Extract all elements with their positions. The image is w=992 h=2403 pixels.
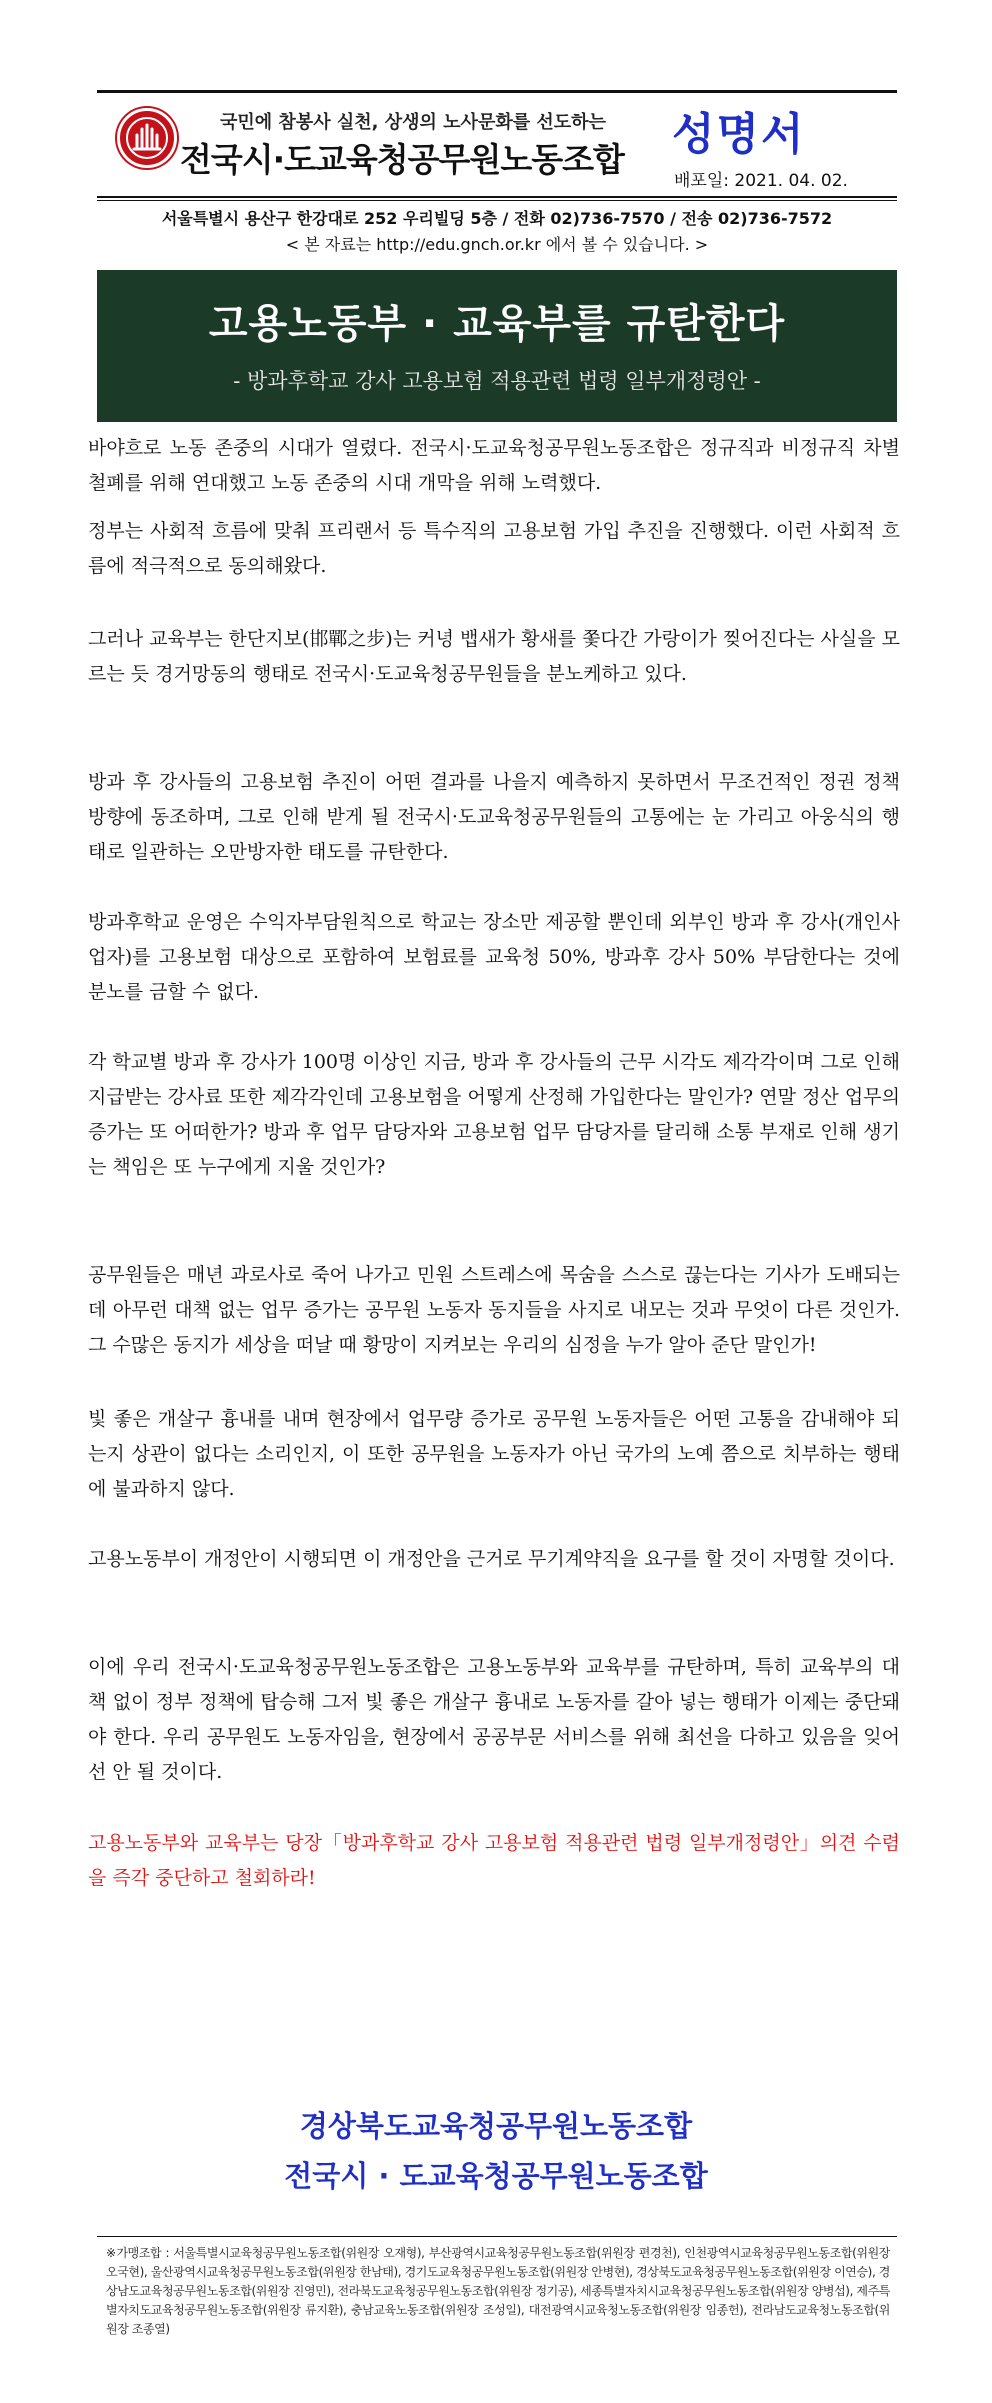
website-note: < 본 자료는 http://edu.gnch.or.kr 에서 볼 수 있습니다. > (285, 235, 709, 254)
body-paragraph-9: 고용노동부이 개정안이 시행되면 이 개정안을 근거로 무기계약직을 요구를 할 것이 자명할 것이다. (88, 1548, 895, 1570)
body-paragraph-1: 바야흐로 노동 존중의 시대가 열렸다. 전국시·도교육청공무원노동조합은 정규직과 비정규직 차별 철폐를 위해 연대했고 노동 존중의 시대 개막을 위해 노력했다. (88, 437, 900, 494)
union-emblem-icon (117, 108, 177, 168)
distribution-date: 배포일: 2021. 04. 02. (674, 171, 848, 191)
footer-divider (97, 2236, 897, 2237)
body-paragraph-3: 그러나 교육부는 한단지보(邯鄲之步)는 커녕 뱁새가 황새를 쫓다간 가랑이가 찢어진다는 사실을 모르는 듯 경거망동의 행태로 전국시·도교육청공무원들을 분노케하고 있다. (88, 628, 900, 685)
document-type: 성명서 (672, 109, 806, 160)
statement-title: 고용노동부 · 교육부를 규탄한다 (208, 301, 786, 347)
body-paragraph-2: 정부는 사회적 흐름에 맞춰 프리랜서 등 특수직의 고용보험 가입 추진을 진행했다. 이런 사회적 흐름에 적극적으로 동의해왔다. (88, 520, 900, 577)
header-top-rule (97, 90, 897, 93)
union-name: 전국시·도교육청공무원노동조합 (180, 140, 624, 179)
body-paragraph-6: 각 학교별 방과 후 강사가 100명 이상인 지금, 방과 후 강사들의 근무 시각도 제각각이며 그로 인해 지급받는 강사료 또한 제각각인데 고용보험을 어떻게 산정해 가입한다는 말인가? 연말 정산 업무의 증가는 또 어떠한가? 방과 후 업무 담당자와 고용보험 업무 담당자를 달리해 소통 부재로 인해 생기는 책임은 또 누구에게 지울 것인가? (88, 1051, 900, 1178)
contact-address: 서울특별시 용산구 한강대로 252 우리빌딩 5층 / 전화 02)736-7570 / 전송 02)736-7572 (161, 209, 833, 228)
header-divider (97, 196, 897, 198)
header-slogan: 국민에 참봉사 실천, 상생의 노사문화를 선도하는 (220, 112, 606, 133)
statement-subtitle: - 방과후학교 강사 고용보험 적용관련 법령 일부개정령안 - (233, 369, 761, 393)
body-paragraph-4: 방과 후 강사들의 고용보험 추진이 어떤 결과를 나을지 예측하지 못하면서 무조건적인 정권 정책 방향에 동조하며, 그로 인해 받게 될 전국시·도교육청공무원들의 고통에는 눈 가리고 아웅식의 행태로 일관하는 오만방자한 태도를 규탄한다. (88, 771, 900, 863)
demand-paragraph: 고용노동부와 교육부는 당장「방과후학교 강사 고용보험 적용관련 법령 일부개정령안」의견 수렴을 즉각 중단하고 철회하라! (88, 1832, 900, 1889)
header-divider-thin (97, 200, 897, 201)
title-banner (97, 270, 897, 422)
body-paragraph-8: 빛 좋은 개살구 흉내를 내며 현장에서 업무량 증가로 공무원 노동자들은 어떤 고통을 감내해야 되는지 상관이 없다는 소리인지, 이 또한 공무원을 노동자가 아닌 국가의 노예 쯤으로 치부하는 행태에 불과하지 않다. (88, 1408, 900, 1500)
member-unions-note: ※가맹조합 : 서울특별시교육청공무원노동조합(위원장 오재형), 부산광역시교육청공무원노동조합(위원장 편경천), 인천광역시교육청공무원노동조합(위원장 오국현), 울산광역시교육청공무원노동조합(위원장 한남태), 경기도교육청공무원노동조합(위원장 안병현), 경상북도교육청공무원노동조합(위원장 이연승), 경상남도교육청공무원노동조합(위원장 진영민), 전라북도교육청공무원노동조합(위원장 정기공), 세종특별자치시교육청공무원노동조합(위원장 양병섭), 제주특별자치도교육청공무원노동조합(위원장 류지환), 충남교육노동조합(위원장 조성일), 대전광역시교육청노동조합(위원장 임종헌), 전라남도교육청노동조합(위원장 조종열) (106, 2246, 890, 2336)
body-paragraph-7: 공무원들은 매년 과로사로 죽어 나가고 민원 스트레스에 목숨을 스스로 끊는다는 기사가 도배되는데 아무런 대책 없는 업무 증가는 공무원 노동자 동지들을 사지로 내모는 것과 무엇이 다른 것인가. 그 수많은 동지가 세상을 떠날 때 황망이 지켜보는 우리의 심정을 누가 알아 준단 말인가! (88, 1264, 900, 1356)
body-paragraph-10: 이에 우리 전국시·도교육청공무원노동조합은 고용노동부와 교육부를 규탄하며, 특히 교육부의 대책 없이 정부 정책에 탑승해 그저 빛 좋은 개살구 흉내로 노동자를 갈아 넣는 행태가 이제는 중단돼야 한다. 우리 공무원도 노동자임을, 현장에서 공공부문 서비스를 위해 최선을 다하고 있음을 잊어선 안 될 것이다. (88, 1656, 900, 1783)
signature-gyeongbuk-union: 경상북도교육청공무원노동조합 (299, 2109, 693, 2143)
body-paragraph-5: 방과후학교 운영은 수익자부담원칙으로 학교는 장소만 제공할 뿐인데 외부인 방과 후 강사(개인사업자)를 고용보험 대상으로 포함하여 보험료를 교육청 50%, 방과후 강사 50% 부담한다는 것에 분노를 금할 수 없다. (88, 911, 900, 1003)
signature-national-union: 전국시 · 도교육청공무원노동조합 (284, 2159, 708, 2193)
